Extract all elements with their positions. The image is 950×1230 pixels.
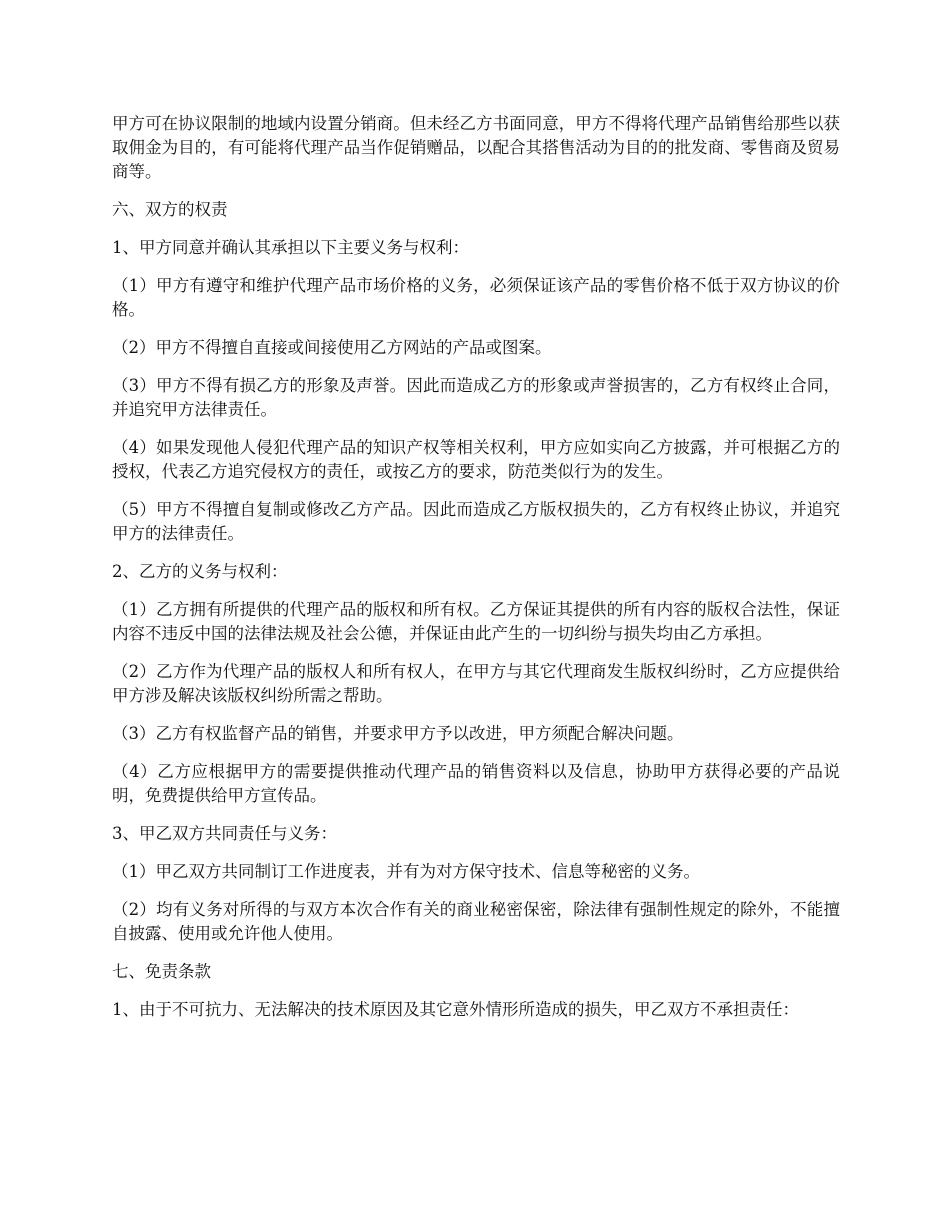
clause-joint-2: （2）均有义务对所得的与双方本次合作有关的商业秘密保密，除法律有强制性规定的除外，不能擅自披露、使用或允许他人使用。 [112,900,840,943]
clause-a-2: （2）甲方不得擅自直接或间接使用乙方网站的产品或图案。 [112,338,552,357]
clause-b-2: （2）乙方作为代理产品的版权人和所有权人，在甲方与其它代理商发生版权纠纷时，乙方应提供给甲方涉及解决该版权纠纷所需之帮助。 [112,662,840,705]
paragraph-distributor-clause: 甲方可在协议限制的地域内设置分销商。但未经乙方书面同意，甲方不得将代理产品销售给那些以获取佣金为目的，有可能将代理产品当作促销赠品，以配合其搭售活动为目的的批发商、零售商及贸易商等。 [112,114,840,181]
document-page [112,112,840,1036]
clause-b-1: （1）乙方拥有所提供的代理产品的版权和所有权。乙方保证其提供的所有内容的版权合法性，保证内容不违反中国的法律法规及社会公德，并保证由此产生的一切纠纷与损失均由乙方承担。 [112,600,840,643]
clause-a-1: （1）甲方有遵守和维护代理产品市场价格的义务，必须保证该产品的零售价格不低于双方协议的价格。 [112,276,840,319]
clause-a-5: （5）甲方不得擅自复制或修改乙方产品。因此而造成乙方版权损失的，乙方有权终止协议，并追究甲方的法律责任。 [112,500,840,543]
clause-a-4: （4）如果发现他人侵犯代理产品的知识产权等相关权利，甲方应如实向乙方披露，并可根据乙方的授权，代表乙方追究侵权方的责任，或按乙方的要求，防范类似行为的发生。 [112,438,840,481]
clause-b-3: （3）乙方有权监督产品的销售，并要求甲方予以改进，甲方须配合解决问题。 [112,724,684,743]
subheading-joint: 3、甲乙双方共同责任与义务： [112,824,337,843]
section-heading-exemption: 七、免责条款 [112,962,211,981]
clause-b-4: （4）乙方应根据甲方的需要提供推动代理产品的销售资料以及信息，协助甲方获得必要的产品说明，免费提供给甲方宣传品。 [112,762,840,805]
clause-joint-1: （1）甲乙双方共同制订工作进度表，并有为对方保守技术、信息等秘密的义务。 [112,862,700,881]
clause-a-3: （3）甲方不得有损乙方的形象及声誉。因此而造成乙方的形象或声誉损害的，乙方有权终止合同，并追究甲方法律责任。 [112,376,840,419]
section-heading-rights: 六、双方的权责 [112,200,228,219]
subheading-party-a: 1、甲方同意并确认其承担以下主要义务与权利： [112,238,469,257]
subheading-party-b: 2、乙方的义务与权利： [112,562,288,581]
clause-exemption-1: 1、由于不可抗力、无法解决的技术原因及其它意外情形所造成的损失，甲乙双方不承担责任： [112,1000,799,1019]
